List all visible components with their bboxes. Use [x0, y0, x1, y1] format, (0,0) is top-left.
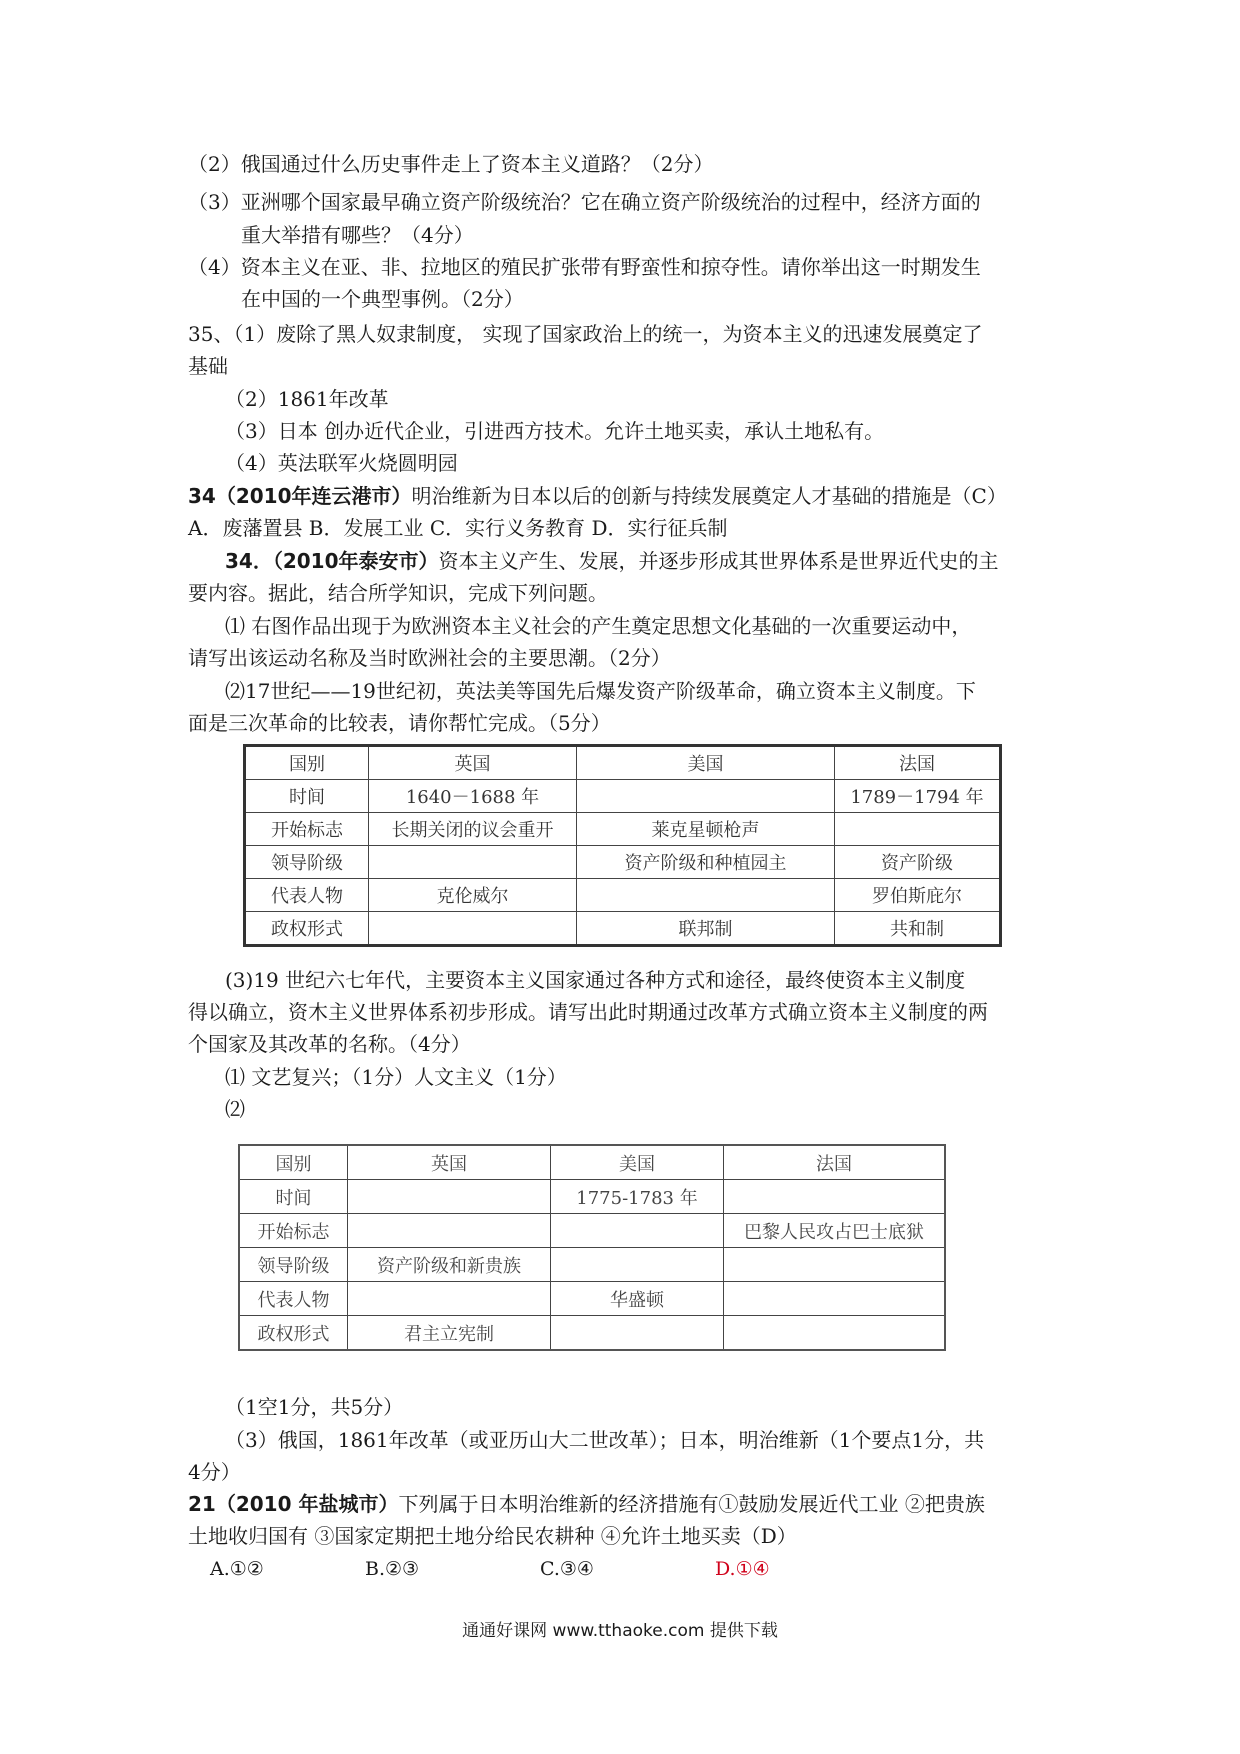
question-source: （2010年泰安市）: [272, 549, 439, 573]
table-cell: 长期关闭的议会重开: [369, 813, 577, 846]
question-34-options: A．废藩置县 B．发展工业 C．实行义务教育 D．实行征兵制: [188, 516, 728, 540]
table-cell: [348, 1282, 551, 1316]
answer-34-part1: ⑴ 文艺复兴；（1分）人文主义（1分）: [225, 1065, 567, 1089]
table-cell: [577, 879, 835, 912]
table-cell: 领导阶级: [239, 1248, 348, 1282]
answer-score-note: （1空1分，共5分）: [225, 1395, 404, 1419]
table-cell: [551, 1316, 724, 1351]
table-cell: 美国: [551, 1145, 724, 1180]
question-21-yancheng: [188, 1490, 985, 1518]
question-34-part1: ⑴ 右图作品出现于为欧洲资本主义社会的产生奠定思想文化基础的一次重要运动中，: [225, 614, 972, 638]
question-34-taian: [225, 547, 999, 575]
answer-35-1: 35、（1）废除了黑人奴隶制度， 实现了国家政治上的统一，为资本主义的迅速发展奠定了: [188, 322, 983, 346]
footer-download-note: 通通好课网 www.tthaoke.com 提供下载: [462, 1621, 778, 1641]
table-row: [239, 1282, 945, 1316]
table-cell: [724, 1180, 946, 1214]
table-cell: 领导阶级: [245, 846, 369, 879]
answer-35-3: （3）日本 创办近代企业，引进西方技术。允许土地买卖，承认土地私有。: [225, 419, 885, 443]
table-cell: 联邦制: [577, 912, 835, 946]
question-3-4: （4）资本主义在亚、非、拉地区的殖民扩张带有野蛮性和掠夺性。请你举出这一时期发生: [188, 255, 981, 279]
answer-34-part3: （3）俄国，1861年改革（或亚历山大二世改革）；日本，明治维新（1个要点1分，共: [225, 1428, 985, 1452]
question-34-part2-cont: 面是三次革命的比较表，请你帮忙完成。（5分）: [188, 711, 611, 735]
question-34-part3-cont1: 得以确立，资木主义世界体系初步形成。请写出此时期通过改革方式确立资本主义制度的两: [188, 1000, 988, 1024]
question-34-taian-cont: 要内容。据此，结合所学知识，完成下列问题。: [188, 581, 608, 605]
question-34-lianyungang: [188, 482, 1007, 510]
question-source: （2010 年盐城市）: [215, 1492, 399, 1516]
table-cell: [835, 813, 1001, 846]
option-c: C.③④: [540, 1558, 594, 1580]
table-cell: 国别: [245, 746, 369, 780]
table-cell: 罗伯斯庇尔: [835, 879, 1001, 912]
table-cell: [724, 1282, 946, 1316]
table-cell: 开始标志: [245, 813, 369, 846]
question-text: 资本主义产生、发展，并逐步形成其世界体系是世界近代史的主: [438, 549, 999, 573]
table-row: [245, 912, 1001, 946]
table-cell: [551, 1248, 724, 1282]
table-cell: 共和制: [835, 912, 1001, 946]
table-cell: 英国: [348, 1145, 551, 1180]
table-cell: 法国: [835, 746, 1001, 780]
question-3-4-cont: 在中国的一个典型事例。（2分）: [241, 287, 524, 311]
revolution-comparison-table: [243, 744, 1002, 947]
option-a: A.①②: [210, 1558, 264, 1580]
question-3-3-cont: 重大举措有哪些？（4分）: [241, 223, 474, 247]
table-row: [239, 1214, 945, 1248]
answer-34-part2-label: ⑵: [225, 1097, 245, 1121]
table-row: [239, 1145, 945, 1180]
table-cell: 1775-1783 年: [551, 1180, 724, 1214]
table-cell: 开始标志: [239, 1214, 348, 1248]
table-cell: 巴黎人民攻占巴士底狱: [724, 1214, 946, 1248]
table-cell: 国别: [239, 1145, 348, 1180]
table-cell: [577, 780, 835, 813]
question-text: 明治维新为日本以后的创新与持续发展奠定人才基础的措施是（C）: [411, 484, 1007, 508]
table-row: [239, 1248, 945, 1282]
table-cell: 时间: [239, 1180, 348, 1214]
table-cell: [348, 1214, 551, 1248]
option-d-correct: D.①④: [715, 1558, 770, 1580]
table-row: [245, 780, 1001, 813]
table-cell: 资产阶级: [835, 846, 1001, 879]
table-cell: [724, 1248, 946, 1282]
option-b: B.②③: [365, 1558, 420, 1580]
table-cell: 英国: [369, 746, 577, 780]
question-34-part2: ⑵17世纪——19世纪初，英法美等国先后爆发资产阶级革命，确立资本主义制度。下: [225, 679, 976, 703]
table-cell: 1789－1794 年: [835, 780, 1001, 813]
table-cell: [348, 1180, 551, 1214]
table-row: [239, 1180, 945, 1214]
table-cell: [551, 1214, 724, 1248]
table-cell: 君主立宪制: [348, 1316, 551, 1351]
revolution-answer-table: [238, 1144, 946, 1351]
table-cell: [724, 1316, 946, 1351]
answer-34-part3-cont: 4分）: [188, 1460, 241, 1484]
table-cell: 法国: [724, 1145, 946, 1180]
table-cell: 资产阶级和新贵族: [348, 1248, 551, 1282]
question-34-part1-cont: 请写出该运动名称及当时欧洲社会的主要思潮。（2分）: [188, 646, 671, 670]
table-cell: 资产阶级和种植园主: [577, 846, 835, 879]
table-cell: 政权形式: [245, 912, 369, 946]
question-34-part3-cont2: 个国家及其改革的名称。（4分）: [188, 1032, 471, 1056]
question-34-part3: (3)19 世纪六七年代，主要资本主义国家通过各种方式和途径，最终使资本主义制度: [225, 968, 966, 992]
question-3-2: （2）俄国通过什么历史事件走上了资本主义道路？（2分）: [188, 152, 714, 176]
table-cell: 莱克星顿枪声: [577, 813, 835, 846]
table-cell: 1640－1688 年: [369, 780, 577, 813]
table-cell: 克伦威尔: [369, 879, 577, 912]
table-row: [245, 746, 1001, 780]
table-cell: [369, 846, 577, 879]
table-cell: 政权形式: [239, 1316, 348, 1351]
table-cell: 代表人物: [239, 1282, 348, 1316]
table-row: [245, 813, 1001, 846]
table-row: [239, 1316, 945, 1351]
question-text: 下列属于日本明治维新的经济措施有①鼓励发展近代工业 ②把贵族: [398, 1492, 985, 1516]
answer-35-4: （4）英法联军火烧圆明园: [225, 451, 458, 475]
answer-35-1-cont: 基础: [188, 354, 228, 378]
answer-35-2: （2）1861年改革: [225, 387, 389, 411]
question-21-cont: 土地收归国有 ③国家定期把土地分给民农耕种 ④允许土地买卖（D）: [188, 1524, 797, 1548]
table-cell: 代表人物: [245, 879, 369, 912]
question-number: 34．: [225, 549, 273, 573]
question-source: （2010年连云港市）: [215, 484, 412, 508]
table-cell: 时间: [245, 780, 369, 813]
table-cell: [369, 912, 577, 946]
table-cell: 华盛顿: [551, 1282, 724, 1316]
table-cell: 美国: [577, 746, 835, 780]
question-number: 21: [188, 1492, 216, 1516]
table-row: [245, 846, 1001, 879]
question-number: 34: [188, 484, 216, 508]
table-row: [245, 879, 1001, 912]
question-3-3: （3）亚洲哪个国家最早确立资产阶级统治？它在确立资产阶级统治的过程中，经济方面的: [188, 190, 981, 214]
